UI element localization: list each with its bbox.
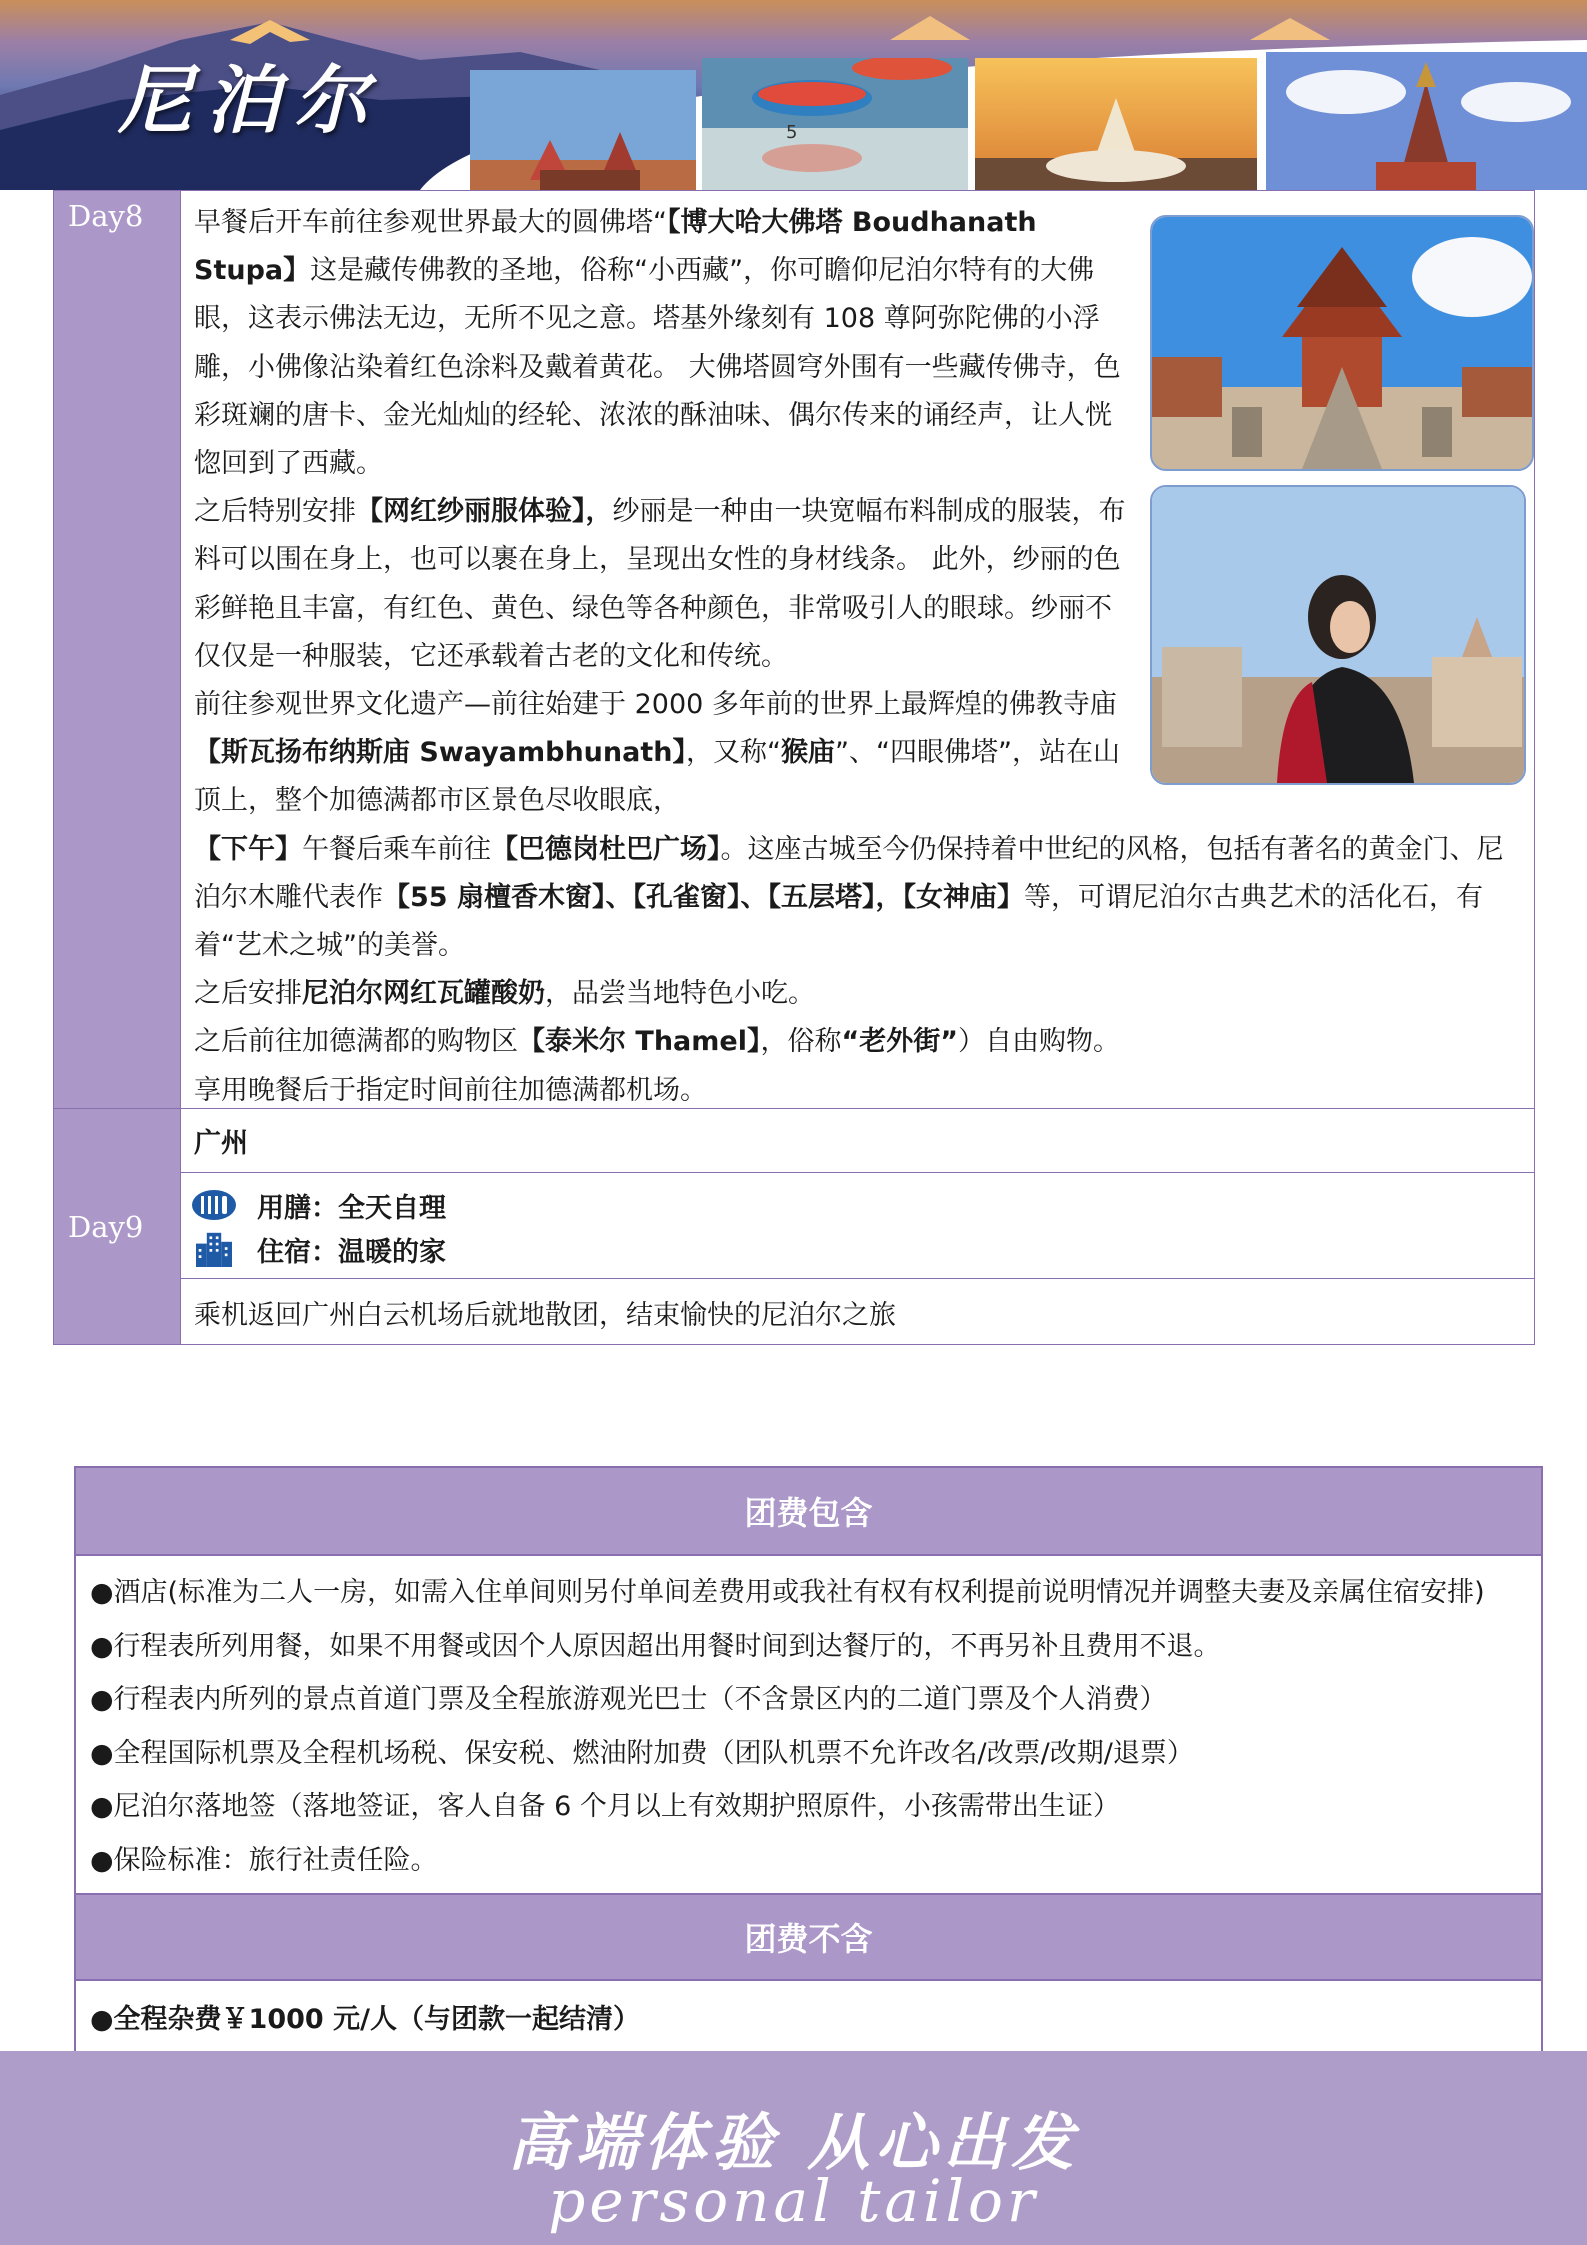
fee-excluded-item: ●全程杂费￥1000 元/人（与团款一起结清） (90, 2004, 640, 2035)
fee-included-item: ●酒店(标准为二人一房，如需入住单间则另付单间差费用或我社有权有权利提前说明情况并调整夫妻及亲属住宿安排) (90, 1577, 1485, 1608)
boat-photo (702, 58, 968, 190)
fee-included-item: ●行程表内所列的景点首道门票及全程旅游观光巴士（不含景区内的二道门票及个人消费） (90, 1684, 1167, 1715)
meals-line (191, 1183, 1534, 1227)
buildings-icon (191, 1231, 237, 1267)
day8-label-cell (54, 191, 181, 1108)
day8-highlight: 【下午】 (194, 833, 302, 865)
day8-label: Day8 (68, 199, 144, 233)
day8-text-run: 。这座古城至今仍保持着中世纪的风格，包括有著名的黄金门、尼泊尔木雕代表作 (194, 833, 1504, 913)
cutlery-icon (191, 1187, 237, 1223)
itinerary-table (53, 190, 1535, 1345)
day9-note: 乘机返回广州白云机场后就地散团，结束愉快的尼泊尔之旅 (194, 1300, 896, 1331)
header-banner (0, 0, 1587, 190)
day8-text-run: ）自由购物。 (957, 1026, 1120, 1058)
day8-highlight: 【博大哈大佛塔 Boudhanath Stupa】 (194, 207, 1037, 287)
day9-row (54, 1109, 1534, 1344)
day8-text-run: 早餐后开车前往参观世界最大的圆佛塔“ (194, 207, 667, 238)
day8-highlight: 【泰米尔 Thamel】 (518, 1026, 761, 1058)
day8-text-run: 之后前往加德满都的购物区 (194, 1026, 518, 1058)
day8-highlight: 【斯瓦扬布纳斯庙 Swayambhunath】 (194, 737, 686, 769)
day8-text-run: 这是藏传佛教的圣地，俗称“小西藏”，你可瞻仰尼泊尔特有的大佛眼，这表示佛法无边，无所不见之意。塔基外缘刻有 108 尊阿弥陀佛的小浮雕，小佛像沾染着红色涂料及戴着黄花。 大佛塔圆穹外围有一些藏传佛寺，色彩斑斓的唐卡、金光灿灿的经轮、浓浓的酥油味、偶尔传来的诵经声，让人恍惚回到了西藏。 (194, 255, 1121, 480)
day8-row (54, 191, 1534, 1109)
day8-paragraph (194, 1067, 1522, 1115)
lodging-text: 住宿：温暖的家 (257, 1236, 446, 1268)
day9-label: Day9 (68, 1209, 144, 1244)
day8-text-run: ，又称“ (685, 737, 781, 769)
pagoda-photo (1266, 52, 1587, 190)
footer-slogan-en: personal tailor (548, 2167, 1039, 2235)
fee-included-item: ●保险标准：旅行社责任险。 (90, 1844, 438, 1876)
day8-photos (1150, 215, 1534, 785)
day8-content (181, 191, 1534, 1108)
temple-photo-1 (470, 70, 696, 190)
meals-text: 用膳：全天自理 (257, 1192, 446, 1224)
day8-highlight: 【巴德岗杜巴广场】 (491, 833, 721, 865)
sari-experience-photo (1150, 485, 1526, 785)
day8-highlight: 【55 扇檀香木窗】、【孔雀窗】、【五层塔】，【女神庙】 (383, 881, 1024, 913)
day9-city: 广州 (181, 1109, 1534, 1173)
footer-slogan: 高端体验 从心出发 (507, 2106, 1080, 2179)
day9-label-cell (54, 1109, 181, 1344)
day8-text-run: 之后特别安排 (194, 496, 356, 528)
fee-excluded-title: 团费不含 (76, 1893, 1541, 1981)
fee-included-title: 团费包含 (76, 1468, 1541, 1556)
lodging-line (191, 1227, 1534, 1271)
day9-content (181, 1109, 1534, 1344)
fee-included-list (76, 1556, 1541, 1893)
fee-included-item: ●行程表所列用餐，如果不用餐或因个人原因超出用餐时间到达餐厅的，不再另补且费用不退。 (90, 1630, 1221, 1662)
day8-text-run: 前往参观世界文化遗产—前往始建于 2000 多年前的世界上最辉煌的佛教寺庙 (194, 689, 1117, 721)
day8-highlight: “老外街” (841, 1026, 958, 1058)
page-number: 5 (786, 122, 798, 143)
day8-paragraph (194, 1018, 1522, 1066)
day8-text-run: 之后安排 (194, 978, 302, 1010)
day8-highlight: 猴庙 (780, 737, 835, 769)
fee-table (74, 1466, 1543, 2056)
day8-text-run: ，俗称 (760, 1026, 842, 1058)
stupa-photo (975, 58, 1257, 190)
bhaktapur-temple-photo (1150, 215, 1534, 471)
day8-highlight: 尼泊尔网红瓦罐酸奶 (302, 978, 545, 1010)
fee-included-item: ●全程国际机票及全程机场税、保安税、燃油附加费（团队机票不允许改名/改票/改期/退票） (90, 1737, 1194, 1769)
day8-text-run: 纱丽是一种由一块宽幅布料制成的服装，布料可以围在身上，也可以裹在身上，呈现出女性的身材线条。 此外，纱丽的色彩鲜艳且丰富，有红色、黄色、绿色等各种颜色，非常吸引人的眼球。纱丽不仅仅是一种服装，它还承载着古老的文化和传统。 (194, 496, 1126, 672)
day9-meals-lodging (181, 1173, 1534, 1279)
fee-included-item: ●尼泊尔落地签（落地签证，客人自备 6 个月以上有效期护照原件，小孩需带出生证） (90, 1791, 1120, 1822)
day8-paragraph (194, 970, 1522, 1018)
day8-text-run: 享用晚餐后于指定时间前往加德满都机场。 (194, 1074, 707, 1106)
day8-paragraph (194, 826, 1522, 971)
day8-text-run: 等，可谓尼泊尔古典艺术的活化石，有着“艺术之城”的美誉。 (194, 881, 1483, 962)
day8-text-run: 午餐后乘车前往 (302, 833, 491, 865)
destination-title: 尼泊尔 (118, 58, 382, 144)
day8-highlight: 【网红纱丽服体验】， (356, 496, 613, 528)
day8-text-run: ，品尝当地特色小吃。 (545, 978, 815, 1010)
footer-banner (0, 2051, 1587, 2245)
day8-text-run: ”、“四眼佛塔”，站在山顶上，整个加德满都市区景色尽收眼底， (194, 737, 1120, 817)
